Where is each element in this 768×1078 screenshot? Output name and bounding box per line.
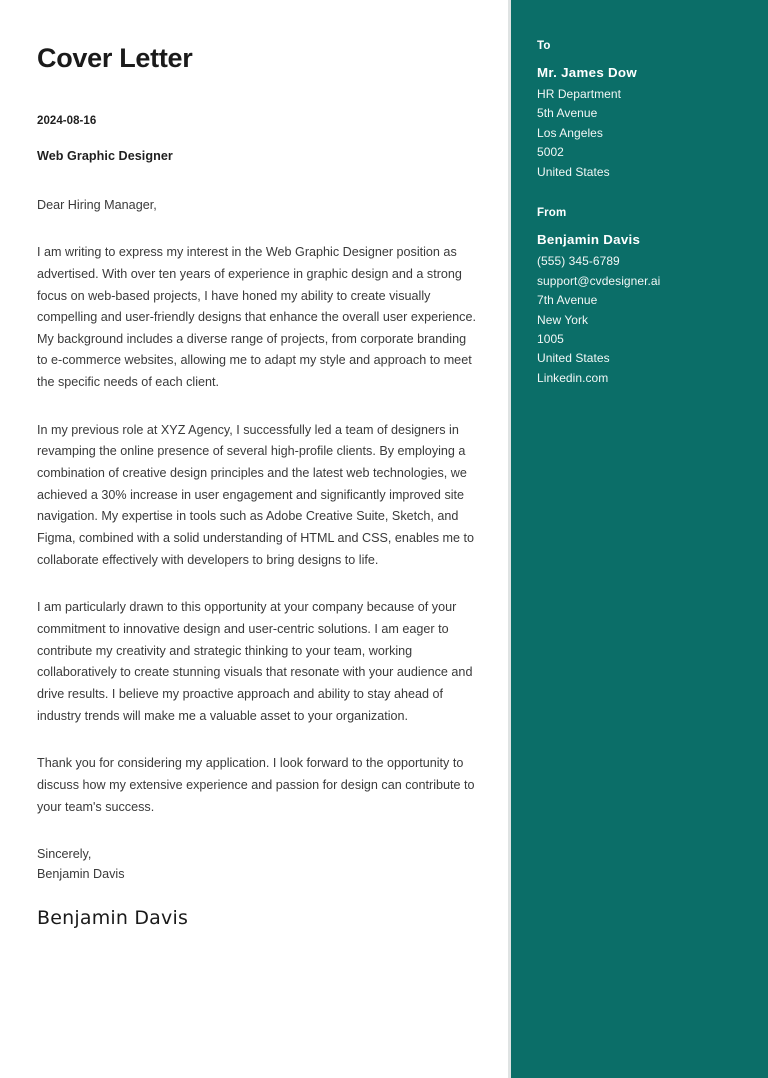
recipient-label: To: [537, 40, 551, 52]
contact-sidebar: [511, 0, 768, 1078]
letter-date: 2024-08-16: [37, 114, 97, 127]
sender-line: 1005: [537, 331, 564, 346]
recipient-line: HR Department: [537, 87, 622, 101]
closing-salutation: Sincerely,: [37, 847, 92, 862]
closing-name: Benjamin Davis: [37, 867, 125, 882]
sender-name: Benjamin Davis: [537, 232, 641, 248]
sender-block: [537, 207, 748, 388]
page-title: Cover Letter: [37, 43, 193, 73]
recipient-line: 5th Avenue: [537, 106, 598, 121]
body-paragraph: I am writing to express my interest in the Web Graphic Designer position as advertised. With over ten years of experience in graphic design and a strong focus on web-based projects, I have honed my ability to create visually compelling and user-friendly designs that enhance the overall user experience. My background includes a diverse range of projects, from corporate branding to e-commerce websites, allowing me to adapt my style and approach to meet the specific needs of each client.: [37, 245, 476, 390]
sender-label: From: [537, 207, 567, 220]
recipient-line: 5002: [537, 145, 564, 160]
recipient-name: Mr. James Dow: [537, 65, 637, 80]
sender-line: 7th Avenue: [537, 293, 598, 308]
job-title: Web Graphic Designer: [37, 148, 173, 163]
recipient-line: United States: [537, 164, 610, 179]
recipient-block: [537, 40, 748, 182]
sender-phone: (555) 345-6789: [537, 254, 620, 269]
signature: Benjamin Davis: [37, 906, 189, 929]
body-paragraph: I am particularly drawn to this opportunity at your company because of your commitment to innovative design and user-centric solutions. I am eager to contribute my creativity and strategic thinking to your team, working collaboratively to create stunning visuals that resonate with your audience and drive results. I believe my proactive approach and ability to stay ahead of industry trends will make me a valuable asset to your organization.: [37, 600, 473, 723]
sender-line: New York: [537, 312, 589, 327]
closing-block: [37, 844, 478, 884]
body-paragraph: Thank you for considering my application. I look forward to the opportunity to discuss how my extensive experience and passion for design can contribute to your team's success.: [37, 756, 475, 814]
recipient-line: Los Angeles: [537, 125, 603, 140]
salutation: Dear Hiring Manager,: [37, 197, 157, 212]
sender-email[interactable]: support@cvdesigner.ai: [537, 273, 661, 288]
body-paragraph: In my previous role at XYZ Agency, I successfully led a team of designers in revamping the online presence of several high-profile clients. By employing a combination of creative design principles and the latest web technologies, we achieved a 30% increase in user engagement and significantly improved site navigation. My expertise in tools such as Adobe Creative Suite, Sketch, and Figma, combined with a solid understanding of HTML and CSS, enables me to collaborate effectively with developers to bring designs to life.: [37, 422, 475, 567]
sender-line: United States: [537, 351, 610, 366]
sender-linkedin[interactable]: Linkedin.com: [537, 370, 609, 385]
